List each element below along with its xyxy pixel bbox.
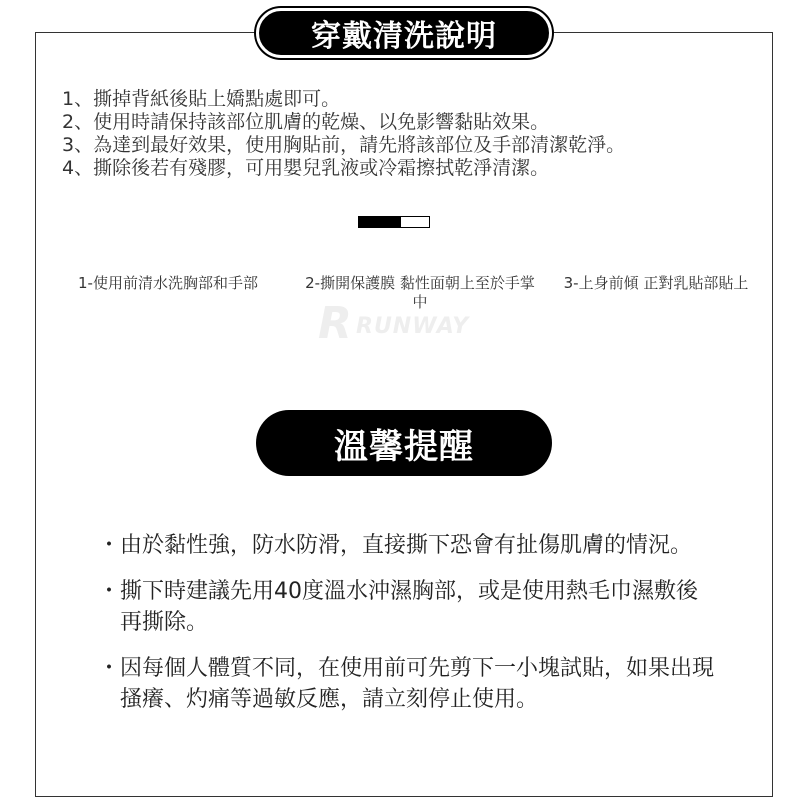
instruction-item: 1、撕掉背紙後貼上嬌點處即可。 xyxy=(62,88,341,110)
step-caption-1: 1-使用前清水洗胸部和手部 xyxy=(78,274,258,292)
progress-fill xyxy=(359,217,401,227)
reminder-text: 撕下時建議先用40度溫水沖濕胸部，或是使用熱毛巾濕敷後再撕除。 xyxy=(120,579,698,635)
bullet-icon: ・ xyxy=(98,579,121,604)
watermark-logo-icon: R xyxy=(318,298,353,349)
reminder-list xyxy=(98,530,718,730)
brand-watermark xyxy=(318,300,478,350)
bullet-icon: ・ xyxy=(98,656,121,681)
instruction-item: 4、撕除後若有殘膠，可用嬰兒乳液或冷霜擦拭乾淨清潔。 xyxy=(62,157,550,179)
image-carousel-progress-bar xyxy=(358,216,430,228)
instruction-item: 2、使用時請保持該部位肌膚的乾燥、以免影響黏貼效果。 xyxy=(62,111,550,133)
reminder-text: 因每個人體質不同，在使用前可先剪下一小塊試貼，如果出現搔癢、灼痛等過敏反應，請立刻停止使用。 xyxy=(120,656,715,712)
step-caption-3: 3-上身前傾 正對乳貼部貼上 xyxy=(563,274,749,292)
reminder-item xyxy=(98,576,718,638)
instruction-item: 3、為達到最好效果，使用胸貼前，請先將該部位及手部清潔乾淨。 xyxy=(62,134,626,156)
reminder-item xyxy=(98,530,718,561)
instruction-list xyxy=(62,88,782,180)
bullet-icon: ・ xyxy=(98,533,121,558)
step-caption-2: 2-撕開保護膜 黏性面朝上至於手掌中 xyxy=(305,274,535,311)
reminder-text: 由於黏性強，防水防滑，直接撕下恐會有扯傷肌膚的情況。 xyxy=(120,533,693,558)
warm-reminder-title: 溫馨提醒 xyxy=(256,410,552,476)
reminder-item xyxy=(98,653,718,715)
wear-wash-title: 穿戴清洗說明 xyxy=(256,8,552,58)
watermark-text: RUNWAY xyxy=(356,314,470,339)
